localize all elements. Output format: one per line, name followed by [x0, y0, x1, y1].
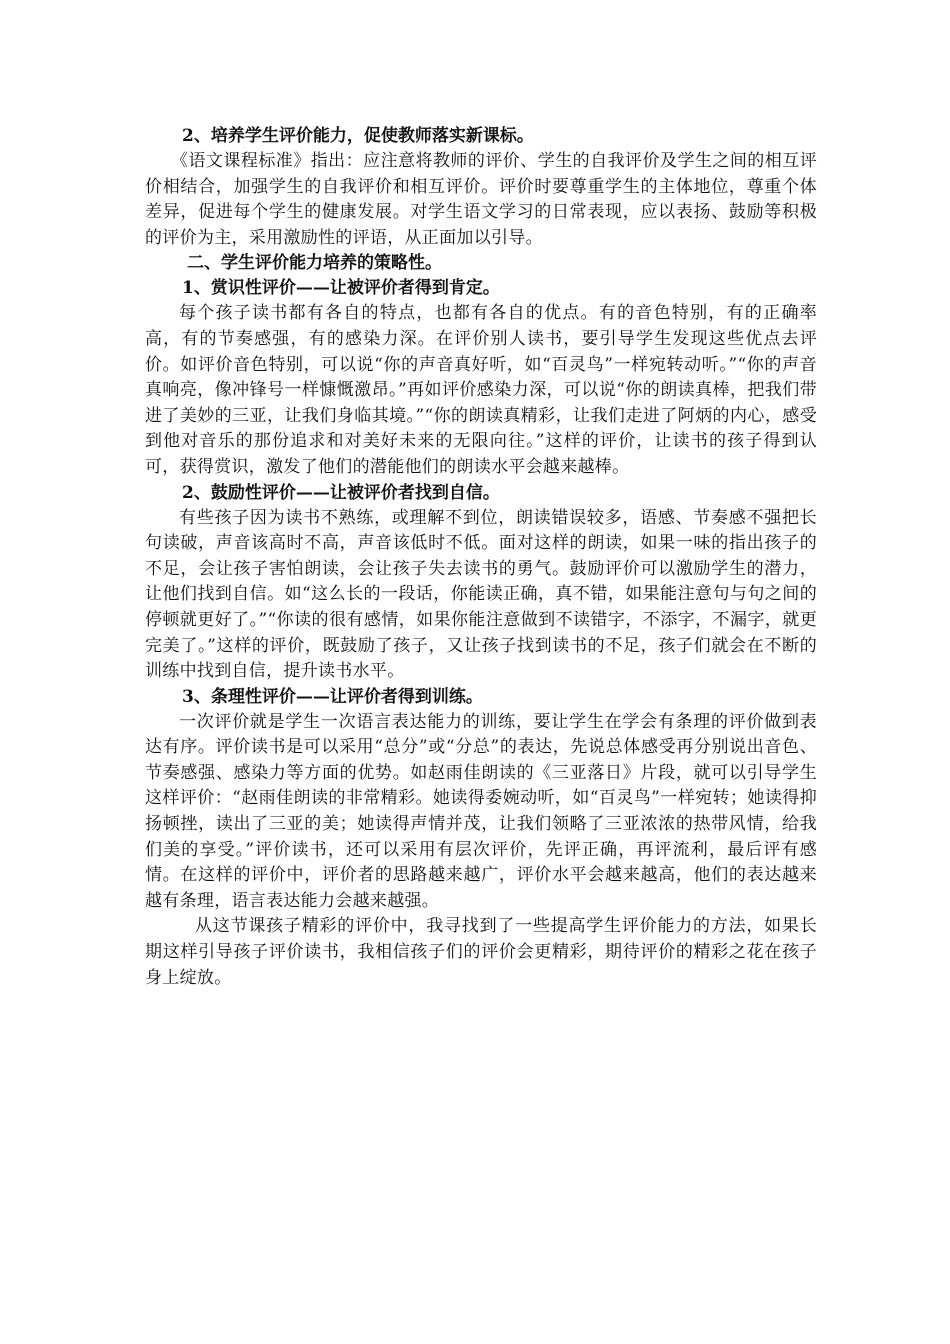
item-2-heading: 2、鼓励性评价——让被评价者找到自信。: [182, 482, 500, 503]
item-2-paragraph: 有些孩子因为读书不熟练，或理解不到位，朗读错误较多，语感、节奏感不强把长句读破，声音该高时不高，声音该低时不低。面对这样的朗读，如果一味的指出孩子的不足，会让孩子害怕朗读，会让孩子失去读书的勇气。鼓励评价可以激励学生的潜力，让他们找到自信。如“这么长的一段话，你能读正确，真不错，如果能注意句与句之间的停顿就更好了。”“你读的很有感情，如果你能注意做到不读错字，不添字，不漏字，就更完美了。”这样的评价，既鼓励了孩子，又让孩子找到读书的不足，孩子们就会在不断的训练中找到自信，提升读书水平。: [145, 507, 817, 682]
closing-paragraph: 从这节课孩子精彩的评价中，我寻找到了一些提高学生评价能力的方法，如果长期这样引导孩子评价读书，我相信孩子们的评价会更精彩，期待评价的精彩之花在孩子身上绽放。: [145, 916, 817, 988]
section-paragraph: 《语文课程标准》指出：应注意将教师的评价、学生的自我评价及学生之间的相互评价相结合，加强学生的自我评价和相互评价。评价时要尊重学生的主体地位，尊重个体差异，促进每个学生的健康发展。对学生语文学习的日常表现，应以表扬、鼓励等积极的评价为主，采用激励性的评语，从正面加以引导。: [145, 151, 817, 248]
item-3-paragraph: 一次评价就是学生一次语言表达能力的训练，要让学生在学会有条理的评价做到表达有序。评价读书是可以采用“总分”或“分总”的表达，先说总体感受再分别说出音色、节奏感强、感染力等方面的优势。如赵雨佳朗读的《三亚落日》片段，就可以引导学生这样评价：“赵雨佳朗读的非常精彩。她读得委婉动听，如“百灵鸟”一样宛转；她读得抑扬顿挫，读出了三亚的美；她读得声情并茂，让我们领略了三亚浓浓的热带风情，给我们美的享受。”评价读书，还可以采用有层次评价，先评正确，再评流利，最后评有感情。在这样的评价中，评价者的思路越来越广，评价水平会越来越高，他们的表达越来越有条理，语言表达能力会越来越强。: [145, 711, 817, 911]
item-3-heading: 3、条理性评价——让评价者得到训练。: [182, 686, 483, 707]
document-page: [145, 124, 817, 991]
section-heading: 2、培养学生评价能力，促使教师落实新课标。: [182, 126, 534, 146]
item-1-heading: 1、赏识性评价——让被评价者得到肯定。: [182, 278, 500, 299]
part-two-heading: 二、学生评价能力培养的策略性。: [187, 253, 442, 274]
item-1-paragraph: 每个孩子读书都有各自的特点，也都有各自的优点。有的音色特别，有的正确率高，有的节奏感强，有的感染力深。在评价别人读书，要引导学生发现这些优点去评价。如评价音色特别，可以说“你的声音真好听，如“百灵鸟”一样宛转动听。”“你的声音真响亮，像冲锋号一样慷慨激昂。”再如评价感染力深，可以说“你的朗读真棒，把我们带进了美妙的三亚，让我们身临其境。”“你的朗读真精彩，让我们走进了阿炳的内心，感受到他对音乐的那份追求和对美好未来的无限向往。”这样的评价，让读书的孩子得到认可，获得赏识，激发了他们的潜能他们的朗读水平会越来越棒。: [145, 303, 817, 477]
